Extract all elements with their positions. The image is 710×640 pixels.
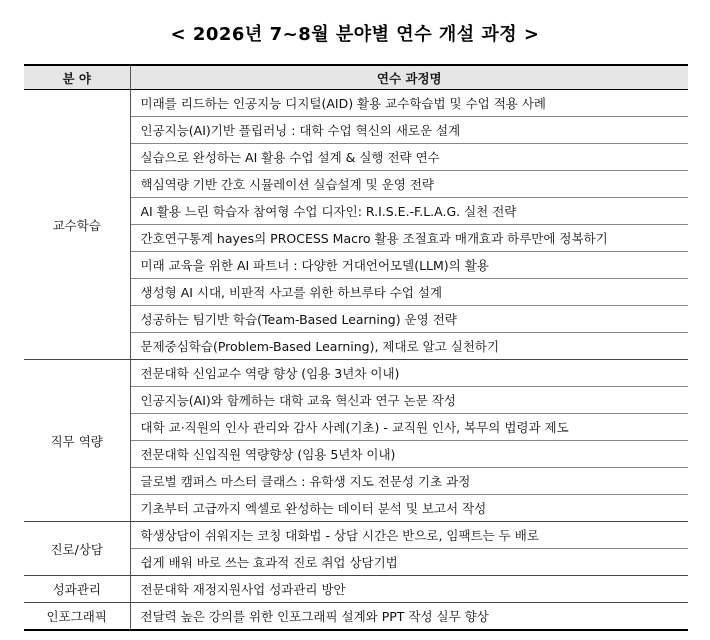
course-cell: 대학 교·직원의 인사 관리와 감사 사례(기초) - 교직원 인사, 복무의 법령과 제도	[130, 414, 688, 441]
course-table	[24, 64, 688, 631]
course-cell: 미래 교육을 위한 AI 파트너 : 다양한 거대언어모델(LLM)의 활용	[130, 252, 688, 279]
table-row	[24, 576, 688, 603]
course-table-body	[24, 90, 688, 631]
course-cell: 간호연구통계 hayes의 PROCESS Macro 활용 조절효과 매개효과 하루만에 정복하기	[130, 225, 688, 252]
header-course: 연수 과정명	[130, 65, 688, 90]
field-cell: 성과관리	[24, 576, 130, 603]
header-field: 분 야	[24, 65, 130, 90]
course-cell: 전문대학 재정지원사업 성과관리 방안	[130, 576, 688, 603]
course-cell: 핵심역량 기반 간호 시뮬레이션 실습설계 및 운영 전략	[130, 171, 688, 198]
course-cell: 문제중심학습(Problem-Based Learning), 제대로 알고 실천하기	[130, 333, 688, 360]
course-cell: 전문대학 신입직원 역량향상 (임용 5년차 이내)	[130, 441, 688, 468]
field-cell: 직무 역량	[24, 360, 130, 522]
course-cell: 실습으로 완성하는 AI 활용 수업 설계 & 실행 전략 연수	[130, 144, 688, 171]
course-cell: 글로벌 캠퍼스 마스터 클래스 : 유학생 지도 전문성 기초 과정	[130, 468, 688, 495]
course-cell: 쉽게 배워 바로 쓰는 효과적 진로 취업 상담기법	[130, 549, 688, 576]
table-header-row	[24, 65, 688, 90]
course-cell: 인공지능(AI)기반 플립러닝 : 대학 수업 혁신의 새로운 설계	[130, 117, 688, 144]
table-row	[24, 603, 688, 631]
course-cell: 전문대학 신임교수 역량 향상 (임용 3년차 이내)	[130, 360, 688, 387]
document-title: < 2026년 7~8월 분야별 연수 개설 과정 >	[170, 24, 540, 45]
course-cell: 학생상담이 쉬워지는 코칭 대화법 - 상담 시간은 반으로, 임팩트는 두 배로	[130, 522, 688, 549]
course-cell: AI 활용 느린 학습자 참여형 수업 디자인: R.I.S.E.-F.L.A.G. 실천 전략	[130, 198, 688, 225]
course-cell: 생성형 AI 시대, 비판적 사고를 위한 하브루타 수업 설계	[130, 279, 688, 306]
course-cell: 성공하는 팀기반 학습(Team-Based Learning) 운영 전략	[130, 306, 688, 333]
field-cell: 교수학습	[24, 90, 130, 360]
course-cell: 인공지능(AI)와 함께하는 대학 교육 혁신과 연구 논문 작성	[130, 387, 688, 414]
table-row	[24, 360, 688, 387]
field-cell: 진로/상담	[24, 522, 130, 576]
table-row	[24, 90, 688, 117]
course-cell: 전달력 높은 강의를 위한 인포그래픽 설계와 PPT 작성 실무 향상	[130, 603, 688, 631]
field-cell: 인포그래픽	[24, 603, 130, 631]
course-cell: 기초부터 고급까지 엑셀로 완성하는 데이터 분석 및 보고서 작성	[130, 495, 688, 522]
course-cell: 미래를 리드하는 인공지능 디지털(AID) 활용 교수학습법 및 수업 적용 사례	[130, 90, 688, 117]
table-row	[24, 522, 688, 549]
